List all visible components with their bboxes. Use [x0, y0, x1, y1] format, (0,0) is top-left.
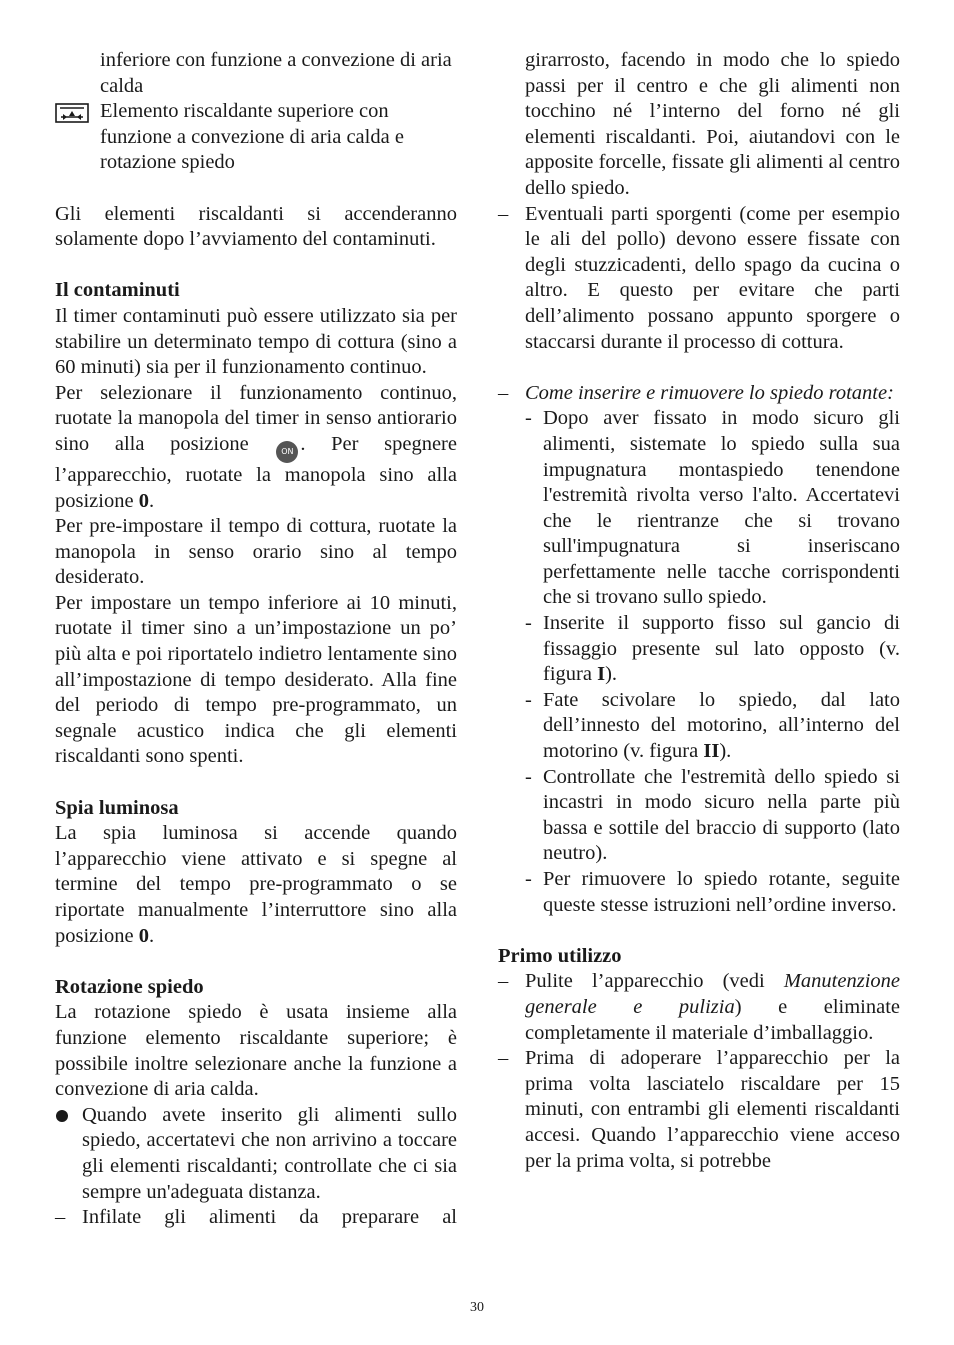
- dash-item-spit-howto: – Come inserire e rimuovere lo spiedo rotante:: [498, 381, 894, 404]
- mode-item-top-fan-spit: [55, 99, 457, 176]
- sub-item: - Per rimuovere lo spiedo rotante, seguite queste stesse istruzioni nell’ordine inverso.: [525, 868, 900, 916]
- dash-item: – Prima di adoperare l’apparecchio per la prima volta lasciatelo riscaldare per 15 minuti, con entrambi gli elementi riscaldanti accesi. Quando l’apparecchio viene acceso per la prima volta, si potrebbe: [498, 1047, 900, 1172]
- right-column: [498, 48, 900, 1174]
- sub-item: - Fate scivolare lo spiedo, dal lato dell’innesto del motorino, all’interno del motorino (v. figura II).: [525, 688, 900, 763]
- sub-item: - Controllate che l'estremità dello spiedo si incastri in modo sicuro nella parte più bassa e sottile del braccio di supporto (lato neutro).: [525, 765, 900, 865]
- continued-mode-text: inferiore con funzione a convezione di aria calda: [100, 49, 452, 97]
- lamp-heading: Spia luminosa: [55, 796, 179, 819]
- bullet-dot-icon: [56, 1110, 68, 1122]
- mode-item-text: Elemento riscaldante superiore con funzione a convezione di aria calda e rotazione spiedo: [100, 100, 404, 174]
- first-use-heading: Primo utilizzo: [498, 944, 622, 967]
- lamp-paragraph: La spia luminosa si accende quando l’apparecchio viene attivato e si spegne al termine del tempo pre-programmato o se riportate manualmente l’interruttore sino alla posizione 0.: [55, 822, 457, 947]
- timer-paragraph-4: Per impostare un tempo inferiore ai 10 minuti, ruotate il timer sino a un’impostazione un po’ più alta e poi riportatelo indietro lentamente sino all’impostazione di tempo desiderato. Alla fine del periodo di tempo pre-programmato, un segnale acustico indica che gli elementi riscaldanti sono spenti.: [55, 591, 457, 768]
- top-heat-fan-spit-icon: [55, 103, 89, 123]
- on-position-icon: ON: [276, 441, 298, 463]
- timer-paragraph-3: Per pre-impostare il tempo di cottura, ruotate la manopola in senso orario sino al tempo desiderato.: [55, 515, 457, 589]
- dash-item: – Pulite l’apparecchio (vedi Manutenzione generale e pulizia) e eliminate completamente il materiale d’imballaggio.: [498, 970, 901, 1044]
- timer-paragraph-2: Per selezionare il funzionamento continuo, ruotate la manopola del timer in senso antiorario sino alla posizione ON . Per spegnere l’apparecchio, ruotate la manopola sino alla posizione 0.: [55, 381, 457, 512]
- left-column: [55, 48, 457, 1231]
- dash-item: – Eventuali parti sporgenti (come per esempio le ali del pollo) devono essere fissate con degli stuzzicadenti, dello spago da cucina o altro. E questo per evitare che parti dell’alimento possano appunto sporgere o staccarsi durante il processo di cottura.: [498, 202, 900, 353]
- timer-paragraph-1: Il timer contaminuti può essere utilizzato sia per stabilire un determinato tempo di cottura (sino a 60 minuti) sia per il funzionamento continuo.: [55, 304, 457, 379]
- spit-heading: Rotazione spiedo: [55, 975, 204, 998]
- timer-heading: Il contaminuti: [55, 279, 180, 302]
- heating-note: Gli elementi riscaldanti si accenderanno solamente dopo l’avviamento del contaminuti.: [55, 202, 457, 251]
- page-number: 30: [470, 1300, 484, 1315]
- sub-item: - Dopo aver fissato in modo sicuro gli alimenti, sistemate lo spiedo sulla sua impugnatura montaspiedo tenendone l'estremità rivolta verso l'alto. Accertatevi che le rientranze che si trovano sull'impugnatura si inseriscano perfettamente nelle tacche corrispondenti che si trovano sullo spiedo.: [525, 407, 900, 609]
- sub-item: - Inserite il supporto fisso sul gancio di fissaggio presente sul lato opposto (v. figura I).: [525, 612, 900, 686]
- spit-paragraph: La rotazione spiedo è usata insieme alla funzione elemento riscaldante superiore; è possibile inoltre selezionare anche la funzione a convezione di aria calda.: [55, 1001, 457, 1101]
- dash-item-continued: girarrosto, facendo in modo che lo spiedo passi per il centro e che gli alimenti non tocchino né l’interno del forno né gli elementi riscaldanti. Poi, aiutandovi con le apposite forcelle, fissate gli alimenti al centro dello spiedo.: [525, 49, 900, 199]
- bullet-item: Quando avete inserito gli alimenti sullo spiedo, accertatevi che non arrivino a toccare gli elementi riscaldanti; controllate che ci sia sempre un'adeguata distanza.: [55, 1103, 457, 1205]
- dash-item: – Infilate gli alimenti da preparare al: [55, 1206, 457, 1229]
